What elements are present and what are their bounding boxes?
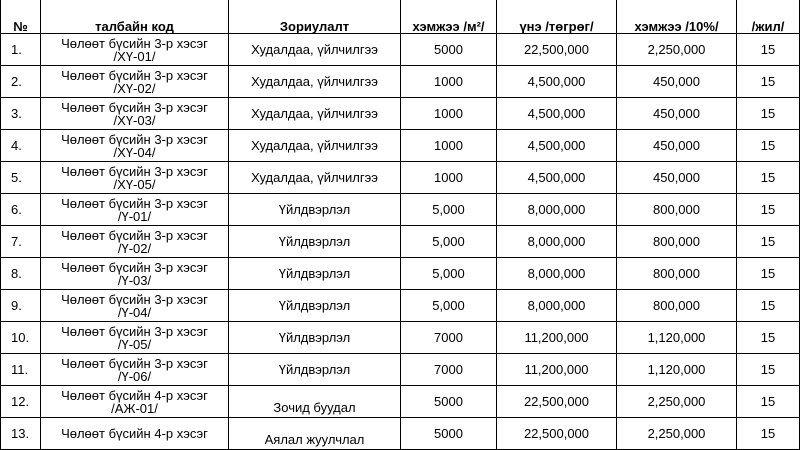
cell-purpose	[229, 194, 401, 226]
cell-lot-code	[41, 162, 229, 194]
cell-no: 1.	[1, 34, 41, 66]
cell-price: 22,500,000	[497, 418, 617, 450]
cell-no: 10.	[1, 322, 41, 354]
cell-term: 15	[737, 258, 800, 290]
cell-purpose	[229, 226, 401, 258]
purpose-text: Худалдаа, үйлчилгээ	[251, 106, 378, 121]
cell-price: 4,500,000	[497, 162, 617, 194]
lot-code-line-1: Чөлөөт бүсийн 3-р хэсэг	[61, 67, 208, 83]
purpose-text: Үйлдвэрлэл	[278, 298, 351, 313]
cell-purpose	[229, 386, 401, 418]
cell-lot-code	[41, 322, 229, 354]
cell-no: 5.	[1, 162, 41, 194]
cell-price: 22,500,000	[497, 386, 617, 418]
cell-area: 1000	[401, 66, 497, 98]
table-row	[1, 130, 800, 162]
cell-purpose	[229, 66, 401, 98]
purpose-text: Зочид буудал	[273, 400, 356, 415]
table-row	[1, 194, 800, 226]
cell-no: 13.	[1, 418, 41, 450]
lot-code-line-2: /ХҮ-04/	[113, 144, 156, 160]
cell-deposit: 2,250,000	[617, 386, 737, 418]
lot-code-line-1: Чөлөөт бүсийн 3-р хэсэг	[61, 35, 208, 51]
lot-code-line-2: /Ү-04/	[117, 304, 152, 320]
lot-code-line-2: /ХҮ-02/	[113, 80, 156, 96]
cell-lot-code	[41, 354, 229, 386]
cell-no: 6.	[1, 194, 41, 226]
cell-price: 4,500,000	[497, 130, 617, 162]
lot-code-line-2: /Ү-02/	[117, 240, 152, 256]
header-term: /жил/	[737, 0, 800, 34]
cell-deposit: 800,000	[617, 194, 737, 226]
cell-area: 1000	[401, 130, 497, 162]
cell-lot-code	[41, 98, 229, 130]
cell-deposit: 450,000	[617, 66, 737, 98]
purpose-text: Аялал жуулчлал	[264, 432, 365, 447]
lot-code-line-1: Чөлөөт бүсийн 4-р хэсэг	[61, 387, 208, 403]
lot-code-line-2: /Ү-05/	[117, 336, 152, 352]
cell-term: 15	[737, 162, 800, 194]
purpose-text: Үйлдвэрлэл	[278, 234, 351, 249]
cell-deposit: 1,120,000	[617, 354, 737, 386]
purpose-text: Худалдаа, үйлчилгээ	[251, 74, 378, 89]
header-lot-code: талбайн код	[41, 0, 229, 34]
cell-purpose	[229, 418, 401, 450]
cell-lot-code	[41, 418, 229, 450]
cell-area: 5000	[401, 418, 497, 450]
table-row	[1, 258, 800, 290]
purpose-text: Үйлдвэрлэл	[278, 202, 351, 217]
cell-term: 15	[737, 66, 800, 98]
cell-term: 15	[737, 34, 800, 66]
cell-lot-code	[41, 290, 229, 322]
lot-code-line-1: Чөлөөт бүсийн 3-р хэсэг	[61, 99, 208, 115]
cell-no: 7.	[1, 226, 41, 258]
cell-price: 8,000,000	[497, 258, 617, 290]
cell-term: 15	[737, 386, 800, 418]
purpose-text: Худалдаа, үйлчилгээ	[251, 170, 378, 185]
cell-lot-code	[41, 258, 229, 290]
purpose-text: Худалдаа, үйлчилгээ	[251, 138, 378, 153]
cell-area: 7000	[401, 354, 497, 386]
cell-no: 9.	[1, 290, 41, 322]
cell-term: 15	[737, 322, 800, 354]
table-row	[1, 354, 800, 386]
cell-term: 15	[737, 98, 800, 130]
cell-area: 5000	[401, 386, 497, 418]
cell-purpose	[229, 34, 401, 66]
cell-term: 15	[737, 418, 800, 450]
cell-deposit: 800,000	[617, 258, 737, 290]
lot-code-line-1: Чөлөөт бүсийн 3-р хэсэг	[61, 323, 208, 339]
cell-purpose	[229, 162, 401, 194]
cell-deposit: 2,250,000	[617, 418, 737, 450]
table-row	[1, 226, 800, 258]
purpose-text: Худалдаа, үйлчилгээ	[251, 42, 378, 57]
lot-code-line-2: /ХҮ-05/	[113, 176, 156, 192]
lot-code-line-2: /Ү-01/	[117, 208, 152, 224]
cell-deposit: 800,000	[617, 226, 737, 258]
cell-purpose	[229, 354, 401, 386]
cell-area: 1000	[401, 162, 497, 194]
cell-no: 4.	[1, 130, 41, 162]
cell-area: 5,000	[401, 194, 497, 226]
lot-code-line-1: Чөлөөт бүсийн 4-р хэсэг	[61, 426, 208, 441]
lot-code-line-1: Чөлөөт бүсийн 3-р хэсэг	[61, 131, 208, 147]
cell-deposit: 450,000	[617, 130, 737, 162]
cell-deposit: 450,000	[617, 98, 737, 130]
table-row	[1, 162, 800, 194]
purpose-text: Үйлдвэрлэл	[278, 266, 351, 281]
cell-deposit: 2,250,000	[617, 34, 737, 66]
cell-lot-code	[41, 226, 229, 258]
cell-lot-code	[41, 66, 229, 98]
cell-purpose	[229, 98, 401, 130]
cell-price: 8,000,000	[497, 226, 617, 258]
cell-lot-code	[41, 194, 229, 226]
cell-term: 15	[737, 354, 800, 386]
header-no: №	[1, 0, 41, 34]
cell-area: 5,000	[401, 226, 497, 258]
header-deposit: хэмжээ /10%/	[617, 0, 737, 34]
cell-no: 8.	[1, 258, 41, 290]
table-row	[1, 322, 800, 354]
lot-code-line-1: Чөлөөт бүсийн 3-р хэсэг	[61, 355, 208, 371]
lot-code-line-2: /АЖ-01/	[111, 400, 158, 416]
cell-area: 5000	[401, 34, 497, 66]
cell-area: 5,000	[401, 258, 497, 290]
table-row	[1, 98, 800, 130]
cell-deposit: 800,000	[617, 290, 737, 322]
cell-price: 11,200,000	[497, 354, 617, 386]
cell-lot-code	[41, 34, 229, 66]
cell-area: 1000	[401, 98, 497, 130]
header-purpose: Зориулалт	[229, 0, 401, 34]
cell-price: 11,200,000	[497, 322, 617, 354]
table-row	[1, 290, 800, 322]
cell-no: 11.	[1, 354, 41, 386]
cell-term: 15	[737, 130, 800, 162]
purpose-text: Үйлдвэрлэл	[278, 330, 351, 345]
cell-price: 4,500,000	[497, 66, 617, 98]
cell-purpose	[229, 322, 401, 354]
lot-code-line-1: Чөлөөт бүсийн 3-р хэсэг	[61, 163, 208, 179]
cell-no: 2.	[1, 66, 41, 98]
cell-price: 22,500,000	[497, 34, 617, 66]
cell-price: 4,500,000	[497, 98, 617, 130]
cell-lot-code	[41, 130, 229, 162]
cell-deposit: 1,120,000	[617, 322, 737, 354]
cell-price: 8,000,000	[497, 194, 617, 226]
cell-area: 5,000	[401, 290, 497, 322]
purpose-text: Үйлдвэрлэл	[278, 362, 351, 377]
header-area: хэмжээ /м²/	[401, 0, 497, 34]
cell-purpose	[229, 290, 401, 322]
lot-code-line-2: /ХҮ-03/	[113, 112, 156, 128]
cell-no: 12.	[1, 386, 41, 418]
cell-deposit: 450,000	[617, 162, 737, 194]
lot-code-line-1: Чөлөөт бүсийн 3-р хэсэг	[61, 195, 208, 211]
table-row	[1, 34, 800, 66]
cell-term: 15	[737, 226, 800, 258]
lot-code-line-2: /Ү-03/	[117, 272, 152, 288]
header-price: үнэ /төгрөг/	[497, 0, 617, 34]
table-row	[1, 386, 800, 418]
cell-price: 8,000,000	[497, 290, 617, 322]
cell-purpose	[229, 130, 401, 162]
lot-code-line-1: Чөлөөт бүсийн 3-р хэсэг	[61, 259, 208, 275]
cell-area: 7000	[401, 322, 497, 354]
table-row	[1, 418, 800, 450]
lot-code-line-2: /Ү-06/	[117, 368, 152, 384]
lot-code-line-1: Чөлөөт бүсийн 3-р хэсэг	[61, 227, 208, 243]
cell-term: 15	[737, 290, 800, 322]
cell-purpose	[229, 258, 401, 290]
lot-code-line-2: /ХҮ-01/	[113, 48, 156, 64]
table-row	[1, 66, 800, 98]
lot-code-line-1: Чөлөөт бүсийн 3-р хэсэг	[61, 291, 208, 307]
table-header-row	[1, 0, 800, 34]
cell-lot-code	[41, 386, 229, 418]
cell-term: 15	[737, 194, 800, 226]
cell-no: 3.	[1, 98, 41, 130]
